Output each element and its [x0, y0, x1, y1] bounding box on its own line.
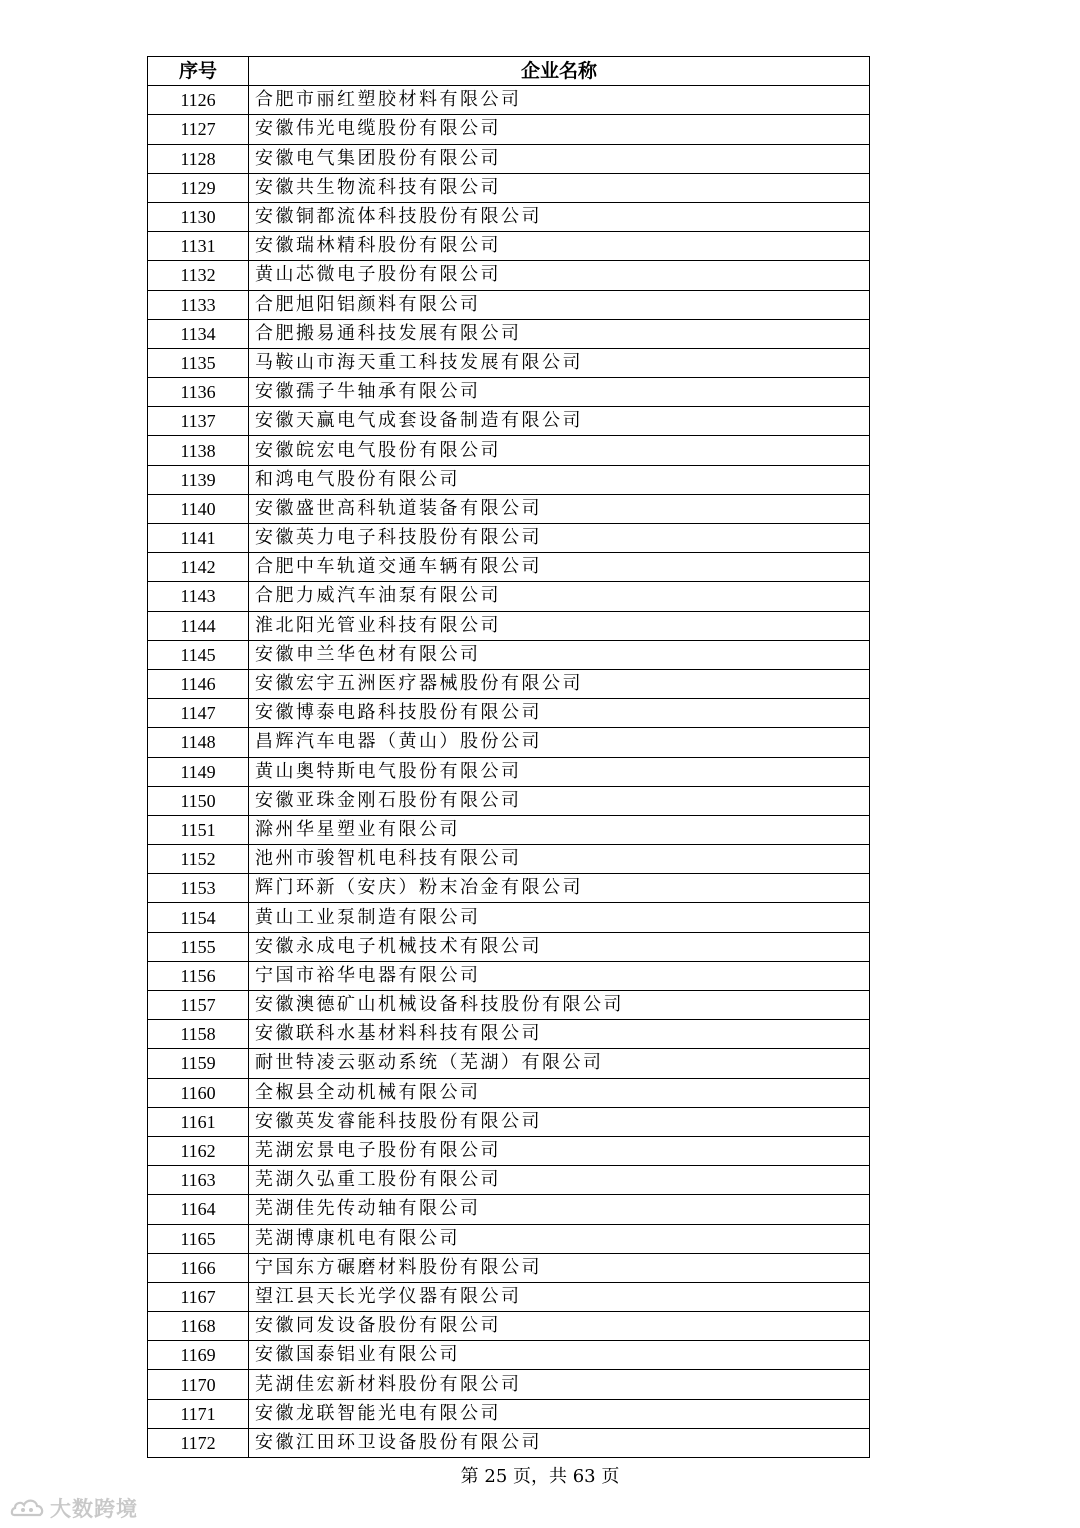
company-name: 昌辉汽车电器（黄山）股份公司 [249, 728, 870, 757]
table-row [148, 1107, 870, 1136]
table-row [148, 1312, 870, 1341]
row-number: 1158 [148, 1020, 249, 1049]
company-name: 安徽江田环卫设备股份有限公司 [249, 1428, 870, 1457]
company-name: 安徽联科水基材料科技有限公司 [249, 1020, 870, 1049]
row-number: 1137 [148, 407, 249, 436]
row-number: 1167 [148, 1282, 249, 1311]
company-name: 滁州华星塑业有限公司 [249, 815, 870, 844]
company-name: 池州市骏智机电科技有限公司 [249, 845, 870, 874]
table-header-row [148, 57, 870, 86]
company-name: 和鸿电气股份有限公司 [249, 465, 870, 494]
row-number: 1166 [148, 1253, 249, 1282]
company-name: 望江县天长光学仪器有限公司 [249, 1282, 870, 1311]
table-row [148, 524, 870, 553]
row-number: 1159 [148, 1049, 249, 1078]
company-name: 宁国市裕华电器有限公司 [249, 961, 870, 990]
company-name: 安徽永成电子机械技术有限公司 [249, 932, 870, 961]
table-row [148, 699, 870, 728]
table-row [148, 1166, 870, 1195]
company-name: 安徽电气集团股份有限公司 [249, 144, 870, 173]
row-number: 1133 [148, 290, 249, 319]
company-name: 安徽皖宏电气股份有限公司 [249, 436, 870, 465]
table-row [148, 932, 870, 961]
table-row [148, 1195, 870, 1224]
row-number: 1129 [148, 173, 249, 202]
table-row [148, 232, 870, 261]
row-number: 1131 [148, 232, 249, 261]
header-company-name: 企业名称 [249, 57, 870, 86]
row-number: 1161 [148, 1107, 249, 1136]
row-number: 1157 [148, 991, 249, 1020]
company-name: 芜湖佳宏新材料股份有限公司 [249, 1370, 870, 1399]
company-name: 黄山工业泵制造有限公司 [249, 903, 870, 932]
row-number: 1153 [148, 874, 249, 903]
table-row [148, 961, 870, 990]
company-table [147, 56, 870, 1458]
row-number: 1139 [148, 465, 249, 494]
row-number: 1134 [148, 319, 249, 348]
table-row [148, 1428, 870, 1457]
table-row [148, 1399, 870, 1428]
table-row [148, 436, 870, 465]
row-number: 1150 [148, 786, 249, 815]
row-number: 1164 [148, 1195, 249, 1224]
company-name: 安徽共生物流科技有限公司 [249, 173, 870, 202]
company-name: 安徽伟光电缆股份有限公司 [249, 115, 870, 144]
row-number: 1136 [148, 378, 249, 407]
table-row [148, 1282, 870, 1311]
row-number: 1132 [148, 261, 249, 290]
row-number: 1151 [148, 815, 249, 844]
row-number: 1168 [148, 1312, 249, 1341]
table-row [148, 261, 870, 290]
table-row [148, 815, 870, 844]
company-name: 安徽龙联智能光电有限公司 [249, 1399, 870, 1428]
table-row [148, 1078, 870, 1107]
row-number: 1149 [148, 757, 249, 786]
company-name: 安徽铜都流体科技股份有限公司 [249, 202, 870, 231]
company-name: 芜湖博康机电有限公司 [249, 1224, 870, 1253]
company-name: 芜湖宏景电子股份有限公司 [249, 1136, 870, 1165]
company-name: 黄山奥特斯电气股份有限公司 [249, 757, 870, 786]
row-number: 1148 [148, 728, 249, 757]
table-row [148, 348, 870, 377]
table-row [148, 1020, 870, 1049]
table-row [148, 728, 870, 757]
company-name: 安徽博泰电路科技股份有限公司 [249, 699, 870, 728]
company-name: 安徽天赢电气成套设备制造有限公司 [249, 407, 870, 436]
table-row [148, 1049, 870, 1078]
row-number: 1138 [148, 436, 249, 465]
table-row [148, 903, 870, 932]
table-row [148, 582, 870, 611]
cloud-logo-icon [10, 1495, 46, 1521]
header-number: 序号 [148, 57, 249, 86]
table-body [148, 86, 870, 1458]
company-name: 合肥中车轨道交通车辆有限公司 [249, 553, 870, 582]
table-row [148, 1136, 870, 1165]
company-name: 马鞍山市海天重工科技发展有限公司 [249, 348, 870, 377]
company-name: 安徽国泰铝业有限公司 [249, 1341, 870, 1370]
row-number: 1154 [148, 903, 249, 932]
company-name: 安徽孺子牛轴承有限公司 [249, 378, 870, 407]
company-name: 安徽英力电子科技股份有限公司 [249, 524, 870, 553]
table-row [148, 1253, 870, 1282]
company-name: 安徽盛世高科轨道装备有限公司 [249, 494, 870, 523]
row-number: 1147 [148, 699, 249, 728]
row-number: 1160 [148, 1078, 249, 1107]
row-number: 1144 [148, 611, 249, 640]
table-row [148, 202, 870, 231]
company-name: 宁国东方碾磨材料股份有限公司 [249, 1253, 870, 1282]
row-number: 1127 [148, 115, 249, 144]
table-row [148, 494, 870, 523]
row-number: 1126 [148, 86, 249, 115]
table-row [148, 407, 870, 436]
table-row [148, 874, 870, 903]
company-name: 合肥搬易通科技发展有限公司 [249, 319, 870, 348]
table-row [148, 1341, 870, 1370]
table-row [148, 115, 870, 144]
company-name: 全椒县全动机械有限公司 [249, 1078, 870, 1107]
watermark [10, 1493, 138, 1523]
company-name: 合肥力威汽车油泵有限公司 [249, 582, 870, 611]
row-number: 1172 [148, 1428, 249, 1457]
table-row [148, 553, 870, 582]
table-row [148, 290, 870, 319]
company-name: 安徽瑞林精科股份有限公司 [249, 232, 870, 261]
company-name: 辉门环新（安庆）粉末冶金有限公司 [249, 874, 870, 903]
table-row [148, 144, 870, 173]
company-name: 安徽亚珠金刚石股份有限公司 [249, 786, 870, 815]
table-row [148, 611, 870, 640]
company-name: 芜湖久弘重工股份有限公司 [249, 1166, 870, 1195]
row-number: 1146 [148, 669, 249, 698]
company-name: 安徽宏宇五洲医疗器械股份有限公司 [249, 669, 870, 698]
table-row [148, 640, 870, 669]
row-number: 1171 [148, 1399, 249, 1428]
row-number: 1142 [148, 553, 249, 582]
row-number: 1135 [148, 348, 249, 377]
row-number: 1141 [148, 524, 249, 553]
company-name: 安徽澳德矿山机械设备科技股份有限公司 [249, 991, 870, 1020]
row-number: 1155 [148, 932, 249, 961]
table-row [148, 1224, 870, 1253]
table-row [148, 845, 870, 874]
table-row [148, 757, 870, 786]
row-number: 1170 [148, 1370, 249, 1399]
row-number: 1152 [148, 845, 249, 874]
row-number: 1143 [148, 582, 249, 611]
company-name: 安徽申兰华色材有限公司 [249, 640, 870, 669]
company-name: 芜湖佳先传动轴有限公司 [249, 1195, 870, 1224]
company-name: 安徽英发睿能科技股份有限公司 [249, 1107, 870, 1136]
company-name: 安徽同发设备股份有限公司 [249, 1312, 870, 1341]
table-row [148, 669, 870, 698]
row-number: 1163 [148, 1166, 249, 1195]
table-row [148, 465, 870, 494]
table-row [148, 319, 870, 348]
row-number: 1162 [148, 1136, 249, 1165]
company-name: 淮北阳光管业科技有限公司 [249, 611, 870, 640]
table-row [148, 173, 870, 202]
company-name: 耐世特凌云驱动系统（芜湖）有限公司 [249, 1049, 870, 1078]
company-name: 合肥市丽红塑胶材料有限公司 [249, 86, 870, 115]
company-name: 黄山芯微电子股份有限公司 [249, 261, 870, 290]
row-number: 1128 [148, 144, 249, 173]
row-number: 1130 [148, 202, 249, 231]
page-number-footer: 第 25 页，共 63 页 [460, 1466, 620, 1487]
watermark-text: 大数跨境 [50, 1497, 138, 1521]
company-name: 合肥旭阳铝颜料有限公司 [249, 290, 870, 319]
row-number: 1145 [148, 640, 249, 669]
row-number: 1165 [148, 1224, 249, 1253]
table-row [148, 991, 870, 1020]
table-row [148, 378, 870, 407]
table-row [148, 786, 870, 815]
row-number: 1156 [148, 961, 249, 990]
row-number: 1169 [148, 1341, 249, 1370]
row-number: 1140 [148, 494, 249, 523]
table-row [148, 1370, 870, 1399]
table-row [148, 86, 870, 115]
